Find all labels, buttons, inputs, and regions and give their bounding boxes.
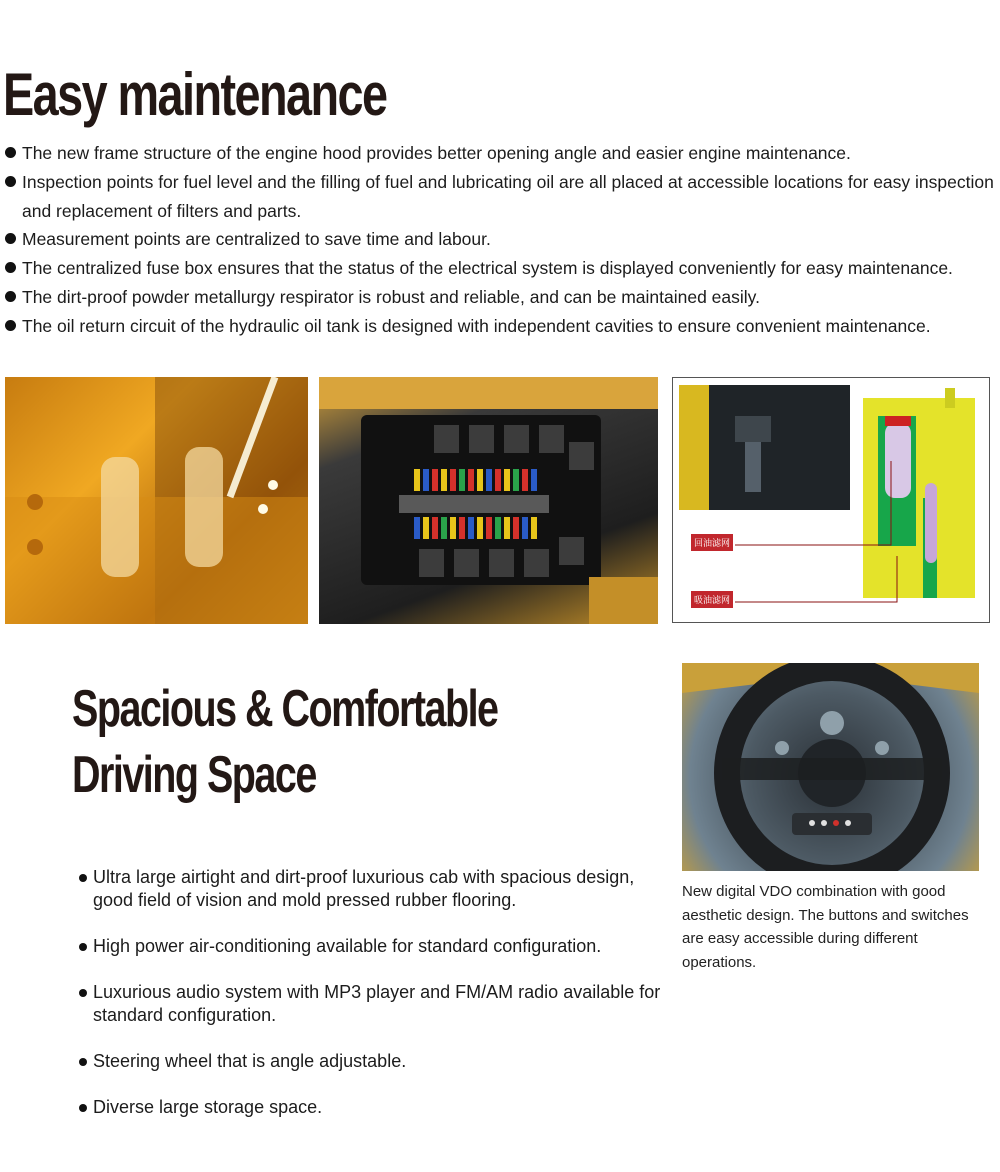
- hydraulic-tank-illustration: [673, 378, 989, 622]
- list-item: The dirt-proof powder metallurgy respirator is robust and reliable, and can be maintained easily.: [0, 283, 1000, 312]
- engine-filler-photo: [5, 377, 308, 624]
- list-item: Diverse large storage space.: [78, 1096, 678, 1119]
- list-item: Steering wheel that is angle adjustable.: [78, 1050, 678, 1073]
- dashboard-caption: New digital VDO combination with good aesthetic design. The buttons and switches are easy accessible during different operations.: [682, 883, 969, 971]
- list-item: The new frame structure of the engine hood provides better opening angle and easier engine maintenance.: [0, 139, 1000, 168]
- list-item: Luxurious audio system with MP3 player and FM/AM radio available for standard configuration.: [78, 981, 678, 1027]
- fuse-box-photo: [319, 377, 658, 624]
- section-title-driving-space: [72, 676, 498, 808]
- list-item: High power air-conditioning available for standard configuration.: [78, 935, 678, 958]
- list-item: Measurement points are centralized to save time and labour.: [0, 225, 1000, 254]
- list-item: Ultra large airtight and dirt-proof luxurious cab with spacious design, good field of vision and mold pressed rubber flooring.: [78, 866, 678, 912]
- list-item: Inspection points for fuel level and the filling of fuel and lubricating oil are all placed at accessible locations for easy inspection and replacement of filters and parts.: [0, 168, 1000, 226]
- return-filter-label: 回油滤网: [691, 534, 733, 551]
- steering-wheel-photo: [682, 663, 979, 871]
- hydraulic-tank-diagram: [672, 377, 990, 623]
- section-title-easy-maintenance: Easy maintenance: [3, 61, 387, 128]
- suction-filter-label: 吸油滤网: [691, 591, 733, 608]
- engine-filler-illustration: [5, 377, 308, 624]
- list-item: The oil return circuit of the hydraulic oil tank is designed with independent cavities to ensure convenient maintenance.: [0, 312, 1000, 341]
- cab-feature-list: [78, 866, 678, 1142]
- title-line-2: Driving Space: [72, 746, 316, 804]
- maintenance-feature-list: [0, 139, 1000, 341]
- list-item: The centralized fuse box ensures that the status of the electrical system is displayed conveniently for easy maintenance.: [0, 254, 1000, 283]
- title-line-1: Spacious & Comfortable: [72, 680, 498, 738]
- steering-wheel-illustration: [682, 663, 979, 871]
- fuse-box-illustration: [319, 377, 658, 624]
